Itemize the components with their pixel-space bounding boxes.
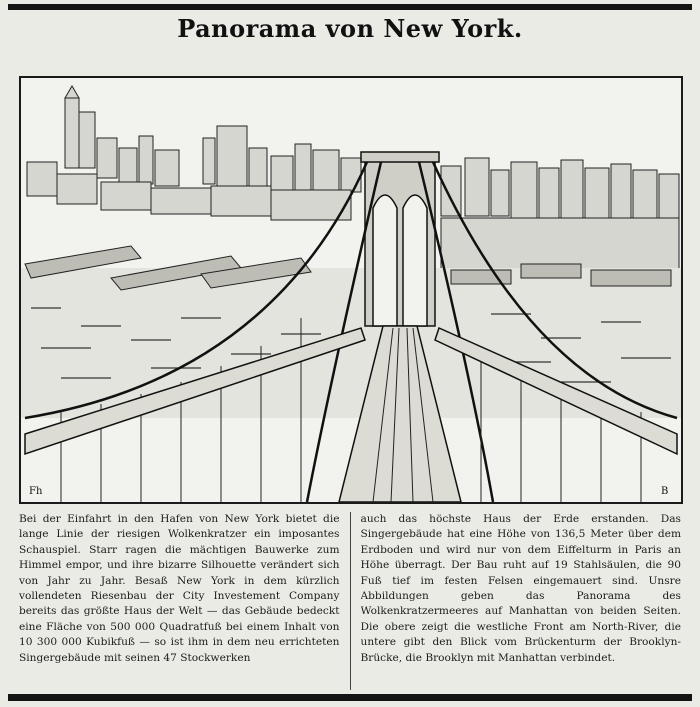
headline: Panorama von New York.: [177, 14, 523, 43]
artist-signature-left: Fh: [29, 486, 43, 497]
bridge-tower: [361, 152, 439, 326]
article-body: [19, 512, 681, 690]
top-rule: [8, 4, 692, 10]
brooklyn-bridge-engraving: [21, 78, 681, 502]
column-divider: [350, 512, 351, 690]
bridge-illustration: [19, 76, 683, 504]
article-column-right: auch das höchste Haus der Erde erstanden. Das Singergebäude hat eine Höhe von 136,5 Meter über dem Erdboden und wird nur von dem Eiffelturm in Paris an Höhe überragt. Der Bau ruht auf 19 Stahlsäulen, die 90 Fuß tief im festen Felsen eingemauert sind. Unsre Abbildungen geben das Panorama des Wolkenkratzermeeres auf Manhattan von beiden Seiten. Die obere zeigt die westliche Front am North-River, die untere gibt den Blick vom Brückenturm der Brooklyn-Brücke, die Brooklyn mit Manhattan verbindet.: [360, 513, 681, 664]
bottom-rule: [8, 694, 692, 701]
artist-signature-right: B: [661, 486, 669, 497]
article-column-left: Bei der Einfahrt in den Hafen von New York bietet die lange Linie der riesigen Wolkenkratzer ein imposantes Schauspiel. Starr ragen die mächtigen Bauwerke zum Himmel empor, und ihre bizarre Silhouette verändert sich von Jahr zu Jahr. Besaß New York in dem kürzlich vollendeten Riesenbau der City Investement Company bereits das größte Haus der Welt — das Gebäude bedeckt eine Fläche von 500 000 Quadratfuß bei einem Inhalt von 10 300 000 Kubikfuß — so ist ihm in dem neu errichteten Singergebäude mit seinen 47 Stockwerken: [19, 513, 340, 664]
